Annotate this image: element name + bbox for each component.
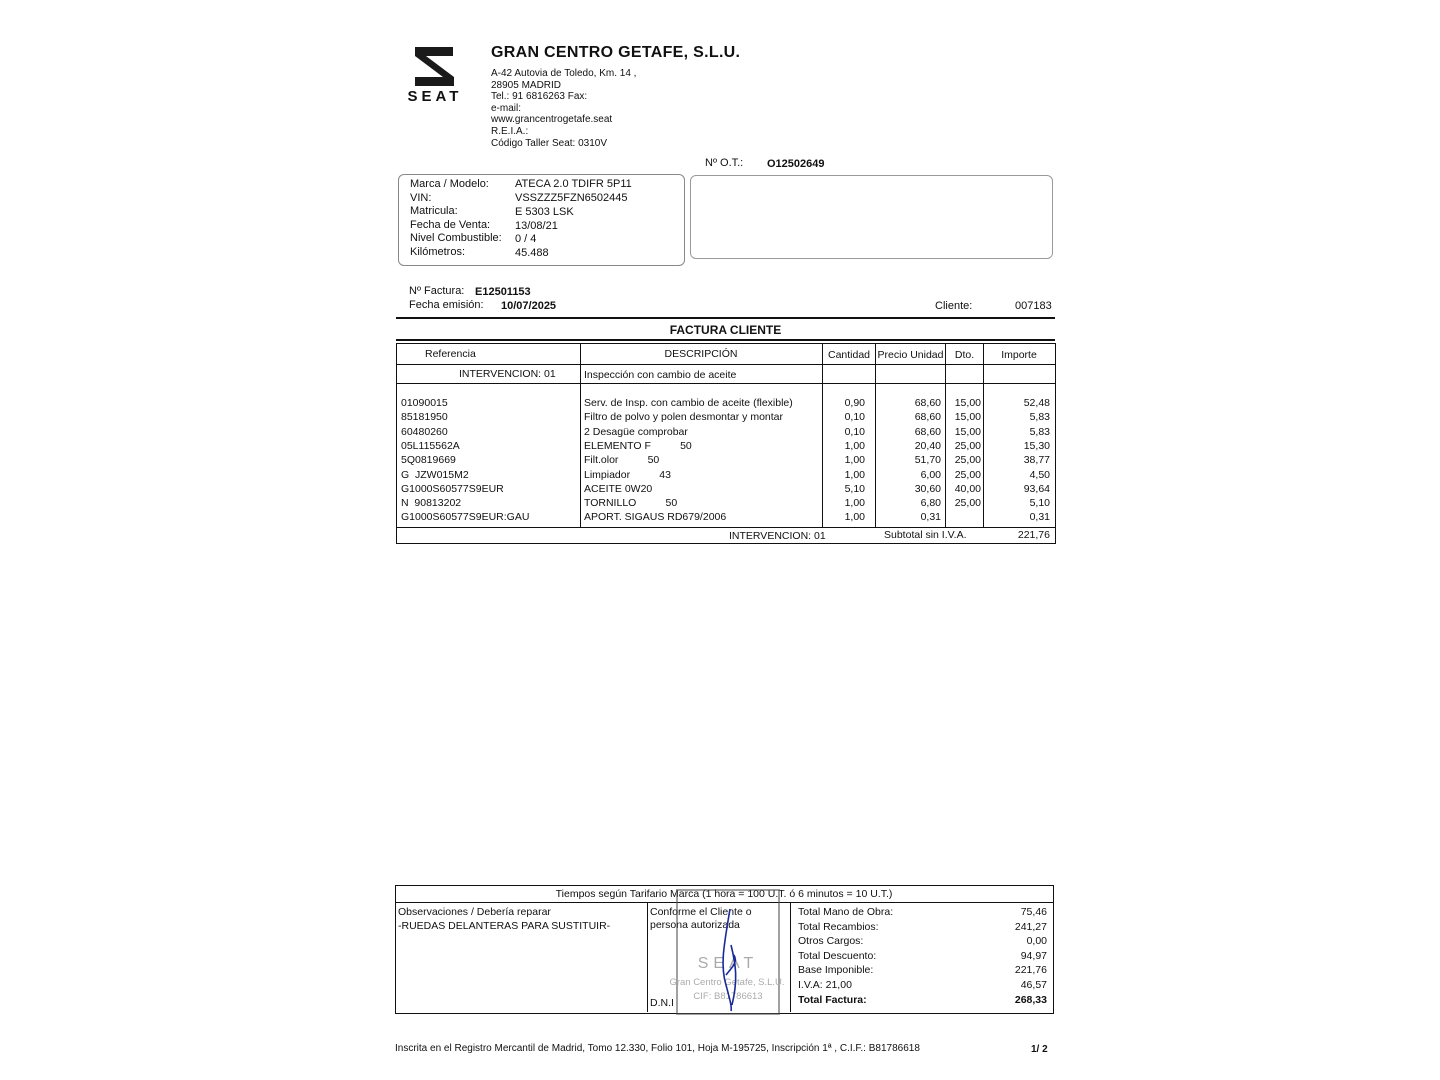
cell-price: 6,00 (920, 468, 941, 481)
total-value: 241,27 (1014, 920, 1047, 933)
stamp-company: Gran Centro Getafe, S.L.U. (669, 977, 785, 988)
cell-price: 68,60 (914, 411, 941, 424)
invoice-title: FACTURA CLIENTE (669, 323, 782, 337)
seat-logo (398, 44, 470, 104)
company-line: Tel.: 91 6816263 Fax: (491, 91, 588, 103)
cell-dto: 15,00 (954, 425, 981, 438)
dni-label: D.N.I (650, 997, 674, 1009)
cell-amount: 15,30 (1023, 439, 1050, 452)
cell-price: 0,31 (920, 511, 941, 524)
company-line: Código Taller Seat: 0310V (491, 137, 608, 149)
total-value: 46,57 (1020, 979, 1047, 991)
total-label: Total Descuento: (798, 949, 877, 962)
cell-price: 30,60 (914, 482, 941, 495)
cell-qty: 1,00 (844, 439, 865, 452)
col-header-price: Precio Unidad (877, 349, 944, 361)
cell-desc: TORNILLO 50 (584, 497, 678, 510)
invoice-date-label: Fecha emisión: (409, 299, 484, 311)
cell-amount: 38,77 (1023, 454, 1050, 467)
company-line: A-42 Autovia de Toledo, Km. 14 , (491, 68, 637, 79)
invoice-number-label: Nº Factura: (409, 285, 465, 297)
registry-note: Inscrita en el Registro Mercantil de Madrid, Tomo 12.330, Folio 101, Hoja M-195725, Inscripción 1ª , C.I.F.: B81786618 (395, 1043, 920, 1054)
ot-number: O12502649 (767, 158, 825, 170)
divider (396, 317, 1055, 319)
cell-desc: ACEITE 0W20 (584, 482, 653, 495)
cell-dto: 25,00 (954, 497, 981, 510)
cell-amount: 5,83 (1029, 411, 1050, 424)
cell-desc: ELEMENTO F 50 (584, 439, 692, 452)
intervention-description: Inspección con cambio de aceite (584, 369, 737, 381)
company-address (491, 68, 636, 149)
cell-ref: G JZW015M2 (401, 468, 469, 481)
total-label: Total Recambios: (798, 920, 879, 933)
vehicle-label: Kilómetros: (410, 245, 466, 258)
cell-dto: 15,00 (954, 397, 981, 409)
intervention-footer-label: INTERVENCION: 01 (729, 530, 826, 542)
company-line: e-mail: (491, 102, 522, 114)
cell-qty: 1,00 (844, 454, 865, 467)
table-rule (396, 527, 1055, 528)
cell-ref: 01090015 (401, 397, 448, 409)
cell-price: 68,60 (914, 425, 941, 438)
divider (396, 339, 1055, 341)
cell-ref: 85181950 (401, 411, 448, 424)
cell-price: 68,60 (914, 397, 941, 409)
cell-qty: 0,10 (844, 425, 865, 438)
vehicle-value: 13/08/21 (515, 220, 558, 232)
vehicle-value: 0 / 4 (515, 233, 537, 245)
total-label: Otros Cargos: (798, 935, 864, 948)
cell-ref: 5Q0819669 (401, 454, 456, 467)
company-name: GRAN CENTRO GETAFE, S.L.U. (491, 44, 741, 61)
subtotal-value: 221,76 (1017, 529, 1050, 541)
vehicle-label: Fecha de Venta: (410, 218, 491, 231)
table-col-rule (580, 343, 581, 527)
cell-price: 6,80 (920, 497, 941, 510)
cell-qty: 1,00 (844, 511, 865, 524)
total-value: 0,00 (1026, 935, 1047, 948)
table-rule (396, 364, 1055, 365)
col-header-dto: Dto. (954, 349, 975, 361)
summary-col-rule (647, 902, 648, 1012)
vehicle-label: Nivel Combustible: (410, 232, 502, 244)
vehicle-label: Marca / Modelo: (410, 178, 489, 190)
total-value: 94,97 (1020, 949, 1047, 962)
cell-dto: 40,00 (954, 482, 981, 495)
cell-amount: 0,31 (1029, 511, 1050, 524)
vehicle-value: VSSZZZ5FZN6502445 (515, 192, 628, 204)
vehicle-info-box (398, 174, 685, 266)
conforme-line: persona autorizada (650, 919, 740, 931)
brand-wordmark: SEAT (407, 88, 463, 105)
total-label: Total Factura: (798, 993, 867, 1006)
cell-ref: 05L115562A (401, 439, 460, 452)
cell-amount: 93,64 (1023, 482, 1050, 495)
invoice-date: 10/07/2025 (501, 300, 557, 312)
cell-qty: 5,10 (844, 482, 865, 495)
vehicle-label: VIN: (410, 191, 432, 204)
total-label: Total Mano de Obra: (798, 906, 894, 918)
cell-ref: 60480260 (401, 425, 448, 438)
cell-ref: G1000S60577S9EUR:GAU (401, 511, 530, 524)
page-number: 1/ 2 (1031, 1044, 1048, 1055)
stamp-brand: SEAT (697, 955, 759, 972)
cell-dto: 25,00 (954, 439, 981, 452)
vehicle-value: 45.488 (515, 247, 549, 259)
table-rule (396, 383, 1055, 384)
cell-ref: N 90813202 (401, 497, 462, 510)
cell-qty: 0,90 (844, 397, 865, 409)
client-label: Cliente: (935, 300, 973, 312)
cell-qty: 0,10 (844, 411, 865, 424)
summary-col-rule (790, 902, 791, 1012)
vehicle-label: Matricula: (410, 205, 458, 217)
stamp-cif: CIF: B81786613 (693, 991, 763, 1002)
cell-ref: G1000S60577S9EUR (401, 482, 504, 495)
client-number: 007183 (1015, 300, 1052, 312)
signature (712, 905, 752, 1015)
col-header-desc: DESCRIPCIÓN (664, 348, 738, 360)
tarifario-note: Tiempos según Tarifario Marca (1 hora = 100 U.T. ó 6 minutos = 10 U.T.) (555, 888, 893, 900)
cell-amount: 4,50 (1029, 468, 1050, 481)
cell-price: 51,70 (914, 454, 941, 467)
vehicle-value: E 5303 LSK (515, 206, 574, 218)
cell-qty: 1,00 (844, 468, 865, 481)
ot-label: Nº O.T.: (705, 157, 744, 169)
total-label: Base Imponible: (798, 964, 874, 977)
col-header-ref: Referencia (425, 348, 476, 360)
total-label: I.V.A: 21,00 (798, 979, 852, 991)
cell-qty: 1,00 (844, 497, 865, 510)
cell-price: 20,40 (914, 439, 941, 452)
invoice-number: E12501153 (475, 286, 531, 298)
cell-desc: APORT. SIGAUS RD679/2006 (584, 511, 727, 524)
cell-dto: 25,00 (954, 454, 981, 467)
cell-dto: 25,00 (954, 468, 981, 481)
intervention-label: INTERVENCION: 01 (459, 368, 556, 380)
vehicle-value: ATECA 2.0 TDIFR 5P11 (515, 178, 632, 190)
cell-desc: Filtro de polvo y polen desmontar y montar (584, 411, 784, 424)
company-line: www.grancentrogetafe.seat (491, 114, 613, 126)
col-header-amount: Importe (1001, 349, 1037, 361)
total-value: 75,46 (1020, 906, 1047, 918)
cell-desc: Filt.olor 50 (584, 454, 660, 467)
cell-dto: 15,00 (954, 411, 981, 424)
company-line: 28905 MADRID (491, 79, 562, 91)
observations-label: Observaciones / Debería reparar (398, 906, 551, 918)
subtotal-label: Subtotal sin I.V.A. (884, 529, 967, 541)
col-header-qty: Cantidad (827, 349, 871, 361)
customer-address-box (690, 175, 1053, 259)
company-line: R.E.I.A.: (491, 125, 529, 137)
cell-amount: 5,83 (1029, 425, 1050, 438)
conforme-line: Conforme el Cliente o (650, 906, 752, 918)
cell-desc: Limpiador 43 (584, 468, 671, 481)
total-value: 221,76 (1014, 964, 1047, 977)
total-value: 268,33 (1014, 993, 1047, 1006)
cell-amount: 52,48 (1023, 397, 1050, 409)
cell-desc: 2 Desagüe comprobar (584, 425, 688, 438)
observations-text: -RUEDAS DELANTERAS PARA SUSTITUIR- (398, 920, 611, 932)
cell-amount: 5,10 (1029, 497, 1050, 510)
cell-desc: Serv. de Insp. con cambio de aceite (flexible) (584, 397, 793, 409)
